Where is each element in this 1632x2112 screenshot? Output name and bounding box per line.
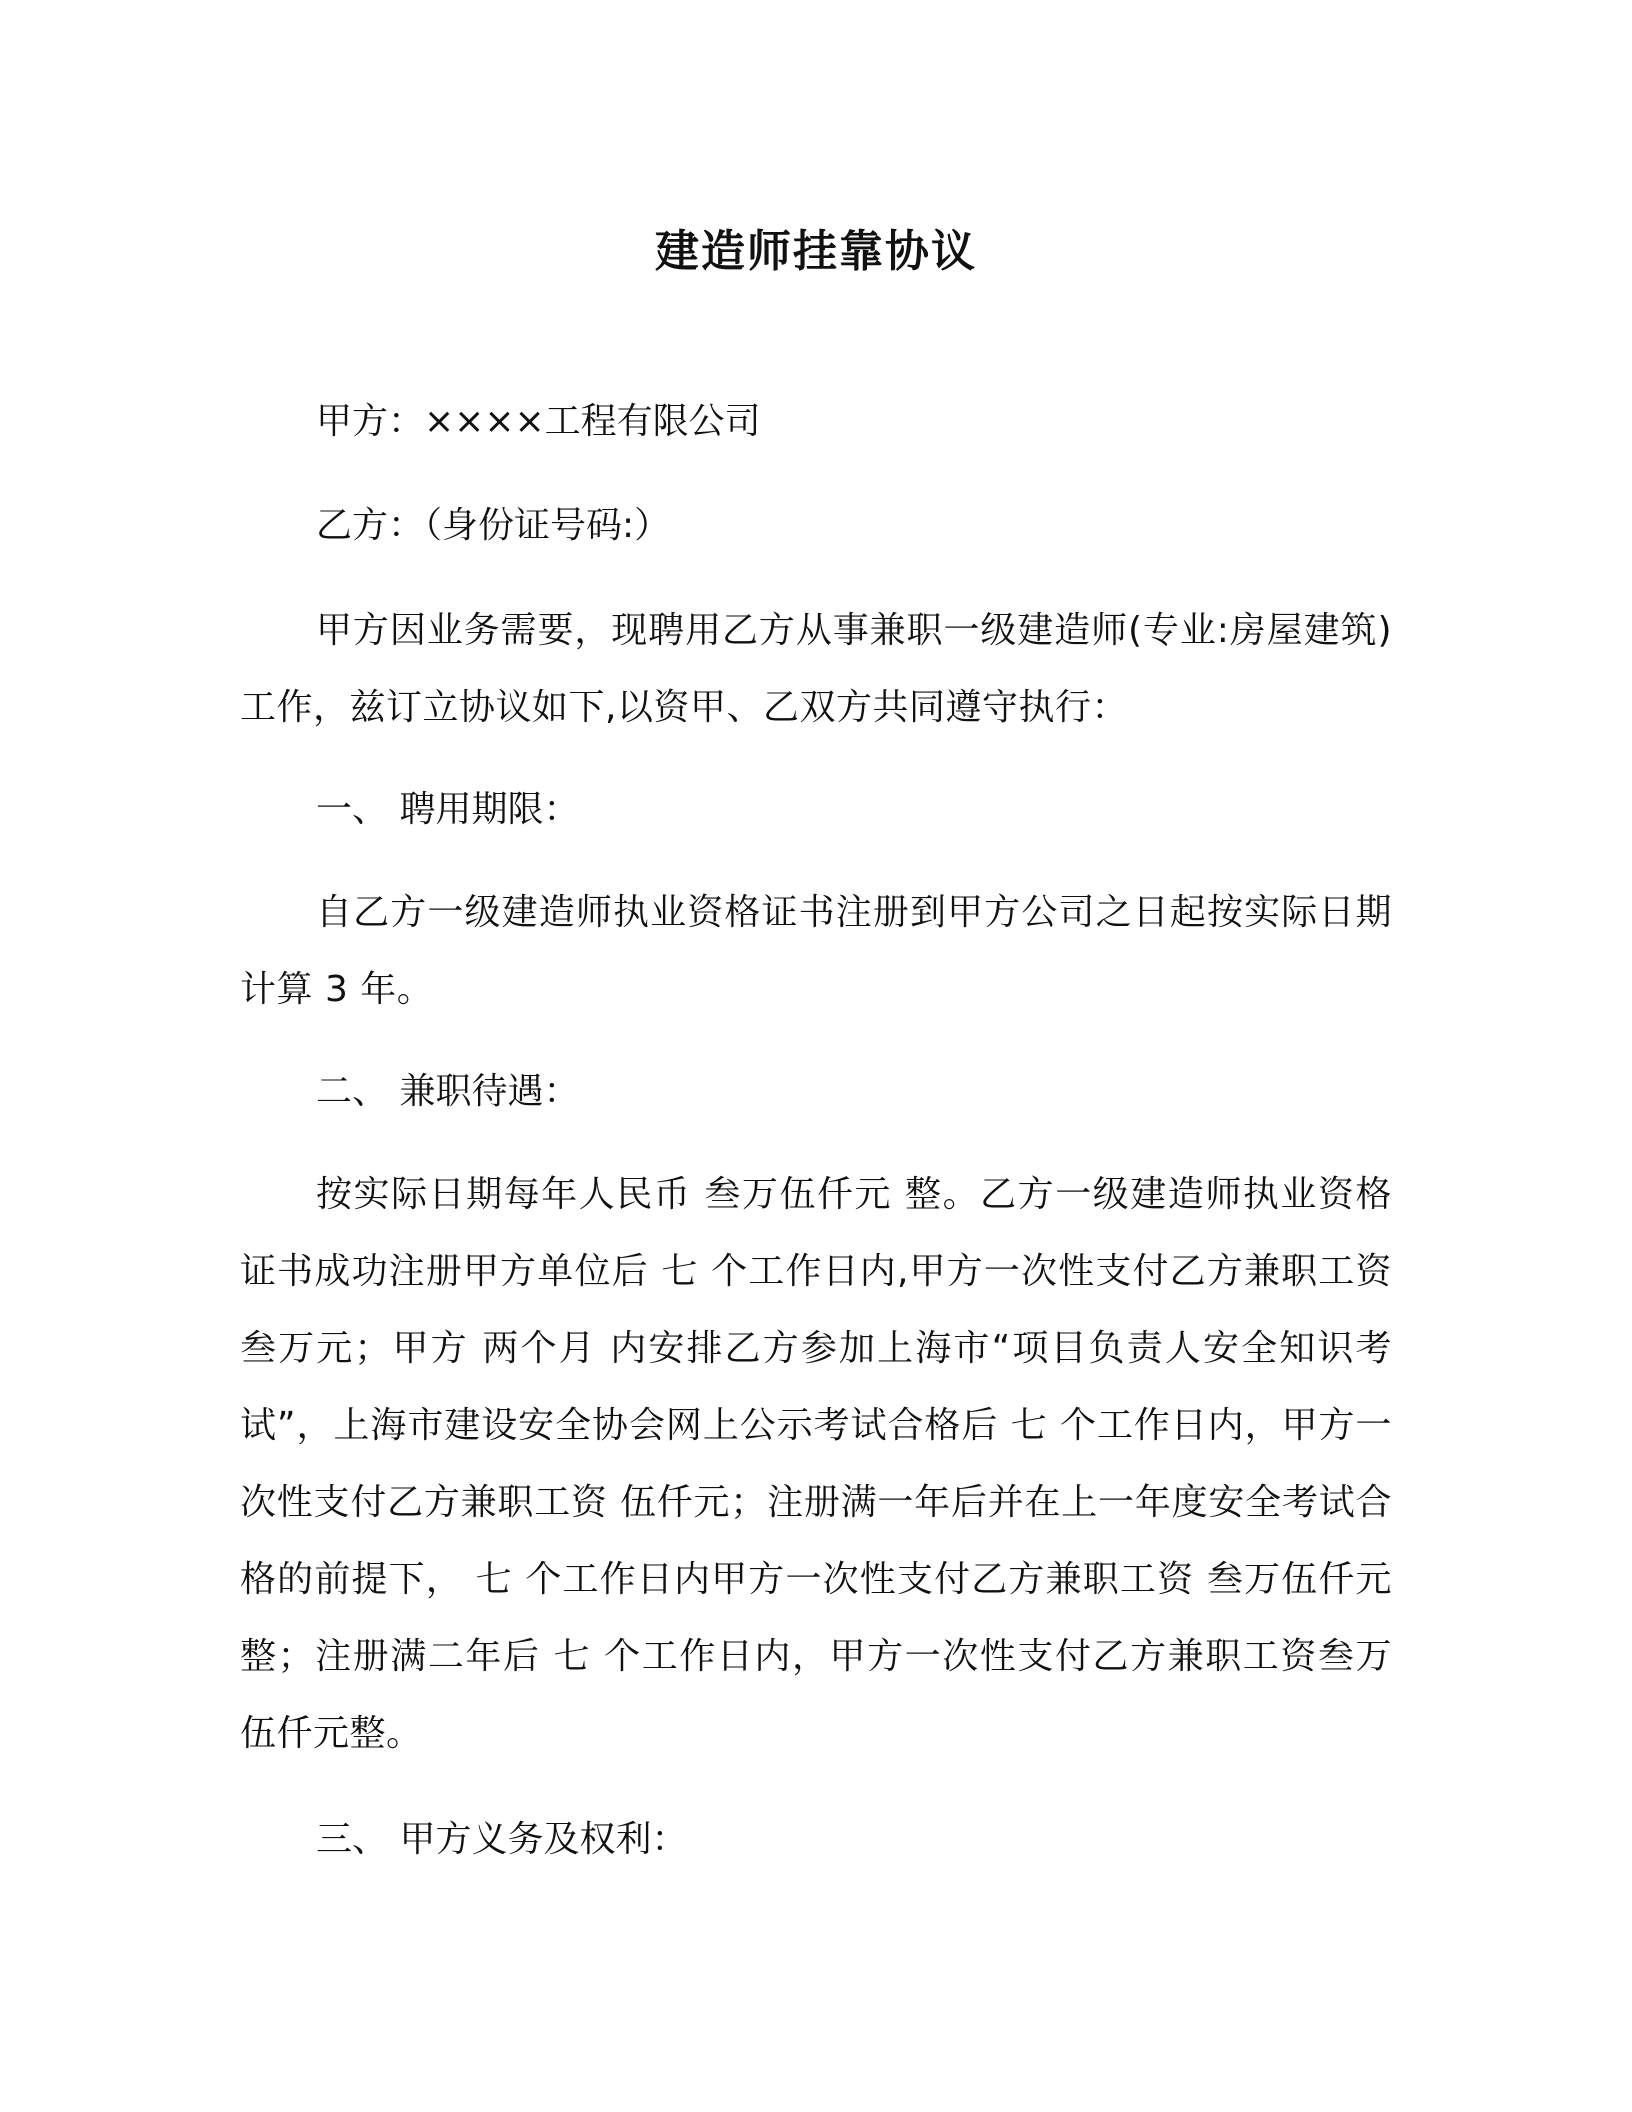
party-a-line: 甲方：××××工程有限公司 [316, 401, 761, 442]
section-2-heading: 二、 兼职待遇： [316, 1071, 580, 1112]
party-b-line: 乙方：（身份证号码:） [316, 505, 671, 546]
section-2-body: 按实际日期每年人民币 叁万伍仟元 整。乙方一级建造师执业资格证书成功注册甲方单位后 七 个工作日内,甲方一次性支付乙方兼职工资 叁万元；甲方 两个月 内安排乙方参加上海市“项目负责人安全知识考试”，上海市建设安全协会网上公示考试合格后 七 个工作日内，甲方一次性支付乙方兼职工资 伍仟元；注册满一年后并在上一年度安全考试合格的前提下， 七 个工作日内甲方一次性支付乙方兼职工资 叁万伍仟元 整；注册满二年后 七 个工作日内，甲方一次性支付乙方兼职工资叁万伍仟元整。 [240, 1174, 1392, 1754]
section-1-heading: 一、 聘用期限： [316, 789, 580, 830]
intro-paragraph: 甲方因业务需要，现聘用乙方从事兼职一级建造师(专业:房屋建筑)工作，兹订立协议如下,以资甲、乙双方共同遵守执行： [240, 610, 1392, 728]
document-title: 建造师挂靠协议 [655, 226, 977, 277]
section-1-body: 自乙方一级建造师执业资格证书注册到甲方公司之日起按实际日期计算 3 年。 [240, 892, 1392, 1010]
section-3-heading: 三、 甲方义务及权利： [316, 1819, 688, 1860]
